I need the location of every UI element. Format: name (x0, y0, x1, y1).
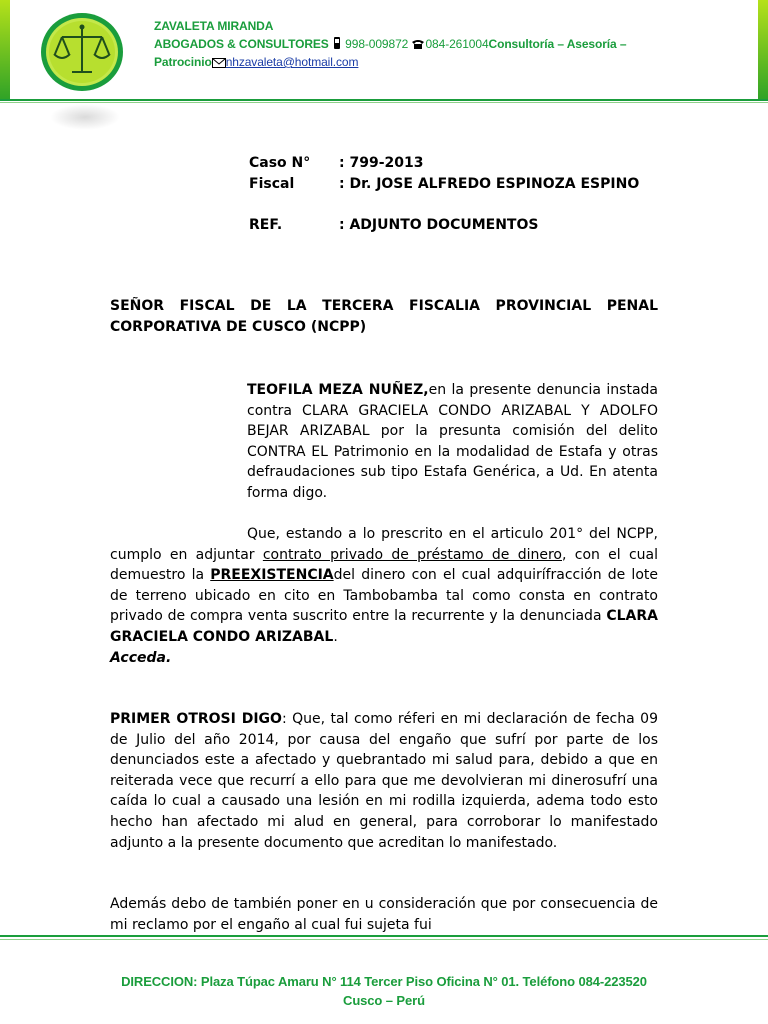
addressee (110, 296, 658, 337)
ref-value: : ADJUNTO DOCUMENTOS (339, 217, 539, 233)
footer-divider (0, 935, 768, 937)
logo-shadow (50, 104, 120, 130)
body-text-b: , con el cual demuestro la (110, 546, 659, 584)
footer-address: DIRECCION: Plaza Túpac Amaru N° 114 Tercer Piso Oficina N° 01. Teléfono 084-223520 (121, 974, 647, 989)
scales-of-justice-logo (40, 12, 124, 92)
firm-contact-line (154, 35, 674, 53)
fiscal-label: Fiscal (249, 176, 295, 192)
intro-text: en la presente denuncia instada contra CLARA GRACIELA CONDO ARIZABAL Y ADOLFO BEJAR ARIZABAL por la presunta comisión del delito CONTRA EL Patrimonio en la modalidad de Estafa y otras defraudaciones sub tipo Estafa Genérica, a Ud. En atenta forma digo. (247, 382, 659, 501)
ref-label: REF. (249, 217, 283, 233)
closing-word: Acceda. (110, 649, 172, 666)
petitioner-name: TEOFILA MEZA NUÑEZ, (247, 382, 429, 398)
firm-type: ABOGADOS & CONSULTORES (154, 37, 329, 51)
body-text-a: Que, estando a lo prescrito en el articulo 201° del NCPP, cumplo en adjuntar (110, 526, 658, 563)
intro-paragraph (247, 380, 658, 504)
footer-divider-thin (0, 939, 768, 940)
header-divider (0, 99, 768, 101)
footer (0, 972, 768, 1010)
otrosi-label: PRIMER OTROSI DIGO (110, 711, 282, 727)
fiscal-value: : Dr. JOSE ALFREDO ESPINOZA ESPINO (339, 176, 640, 192)
preexistencia-term: PREEXISTENCIA (210, 567, 334, 584)
letterhead (154, 17, 674, 71)
otrosi-text: : Que, tal como réferi en mi declaración de fecha 09 de Julio del año 2014, por causa del engaño que sufrí por parte de los denunciados este a afectado y quebrantado mi salud para, debido a que en reiterada vece que recurrí a ello para que me devolvieran mi dinerosufrí una caída lo cual a causado una lesión en mi rodilla izquierda, adema todo esto hecho han afectado mi alud en general, para corroborar lo manifestado adjunto a la presente documento que acreditan lo manifestado. (110, 711, 658, 851)
email-icon (212, 58, 226, 68)
contract-reference: contrato privado de préstamo de dinero (262, 546, 562, 563)
body-text-d: . (333, 628, 338, 645)
mobile-phone-icon (332, 36, 342, 50)
body-paragraph (110, 524, 658, 668)
firm-name: ZAVALETA MIRANDA (154, 19, 274, 33)
final-paragraph: Además debo de también poner en u consideración que por consecuencia de mi reclamo por el engaño al cual fui sujeta fui (110, 896, 658, 933)
services: Consultoría – Asesoría – (488, 37, 627, 51)
telephone-icon (411, 38, 425, 50)
addressee-line-1: SEÑOR FISCAL DE LA TERCERA FISCALIA PROVINCIAL PENAL (110, 298, 658, 314)
phone-mobile: 998-009872 (345, 37, 409, 51)
header-right-accent-bar (758, 0, 768, 100)
case-value: : 799-2013 (339, 155, 424, 171)
phone-land: 084-261004 (425, 37, 489, 51)
header-divider-thin (0, 102, 768, 103)
case-label: Caso N° (249, 155, 311, 171)
footer-city: Cusco – Perú (343, 993, 425, 1008)
email-link[interactable]: nhzavaleta@hotmail.com (225, 55, 359, 69)
body-text-c: del dinero con el cual adquirífracción de lote de terreno ubicado en cito en Tambobamba tal como consta en contrato privado de compra venta suscrito entre la recurrente y la denunciada (110, 567, 658, 625)
firm-contact-line-2 (154, 53, 674, 71)
header-left-accent-bar (0, 0, 10, 100)
addressee-line-2: CORPORATIVA DE CUSCO (NCPP) (110, 318, 367, 335)
services-2: Patrocinio (154, 55, 212, 69)
defendant-name: CLARA GRACIELA CONDO ARIZABAL (110, 608, 658, 645)
otrosi-paragraph (110, 709, 658, 853)
